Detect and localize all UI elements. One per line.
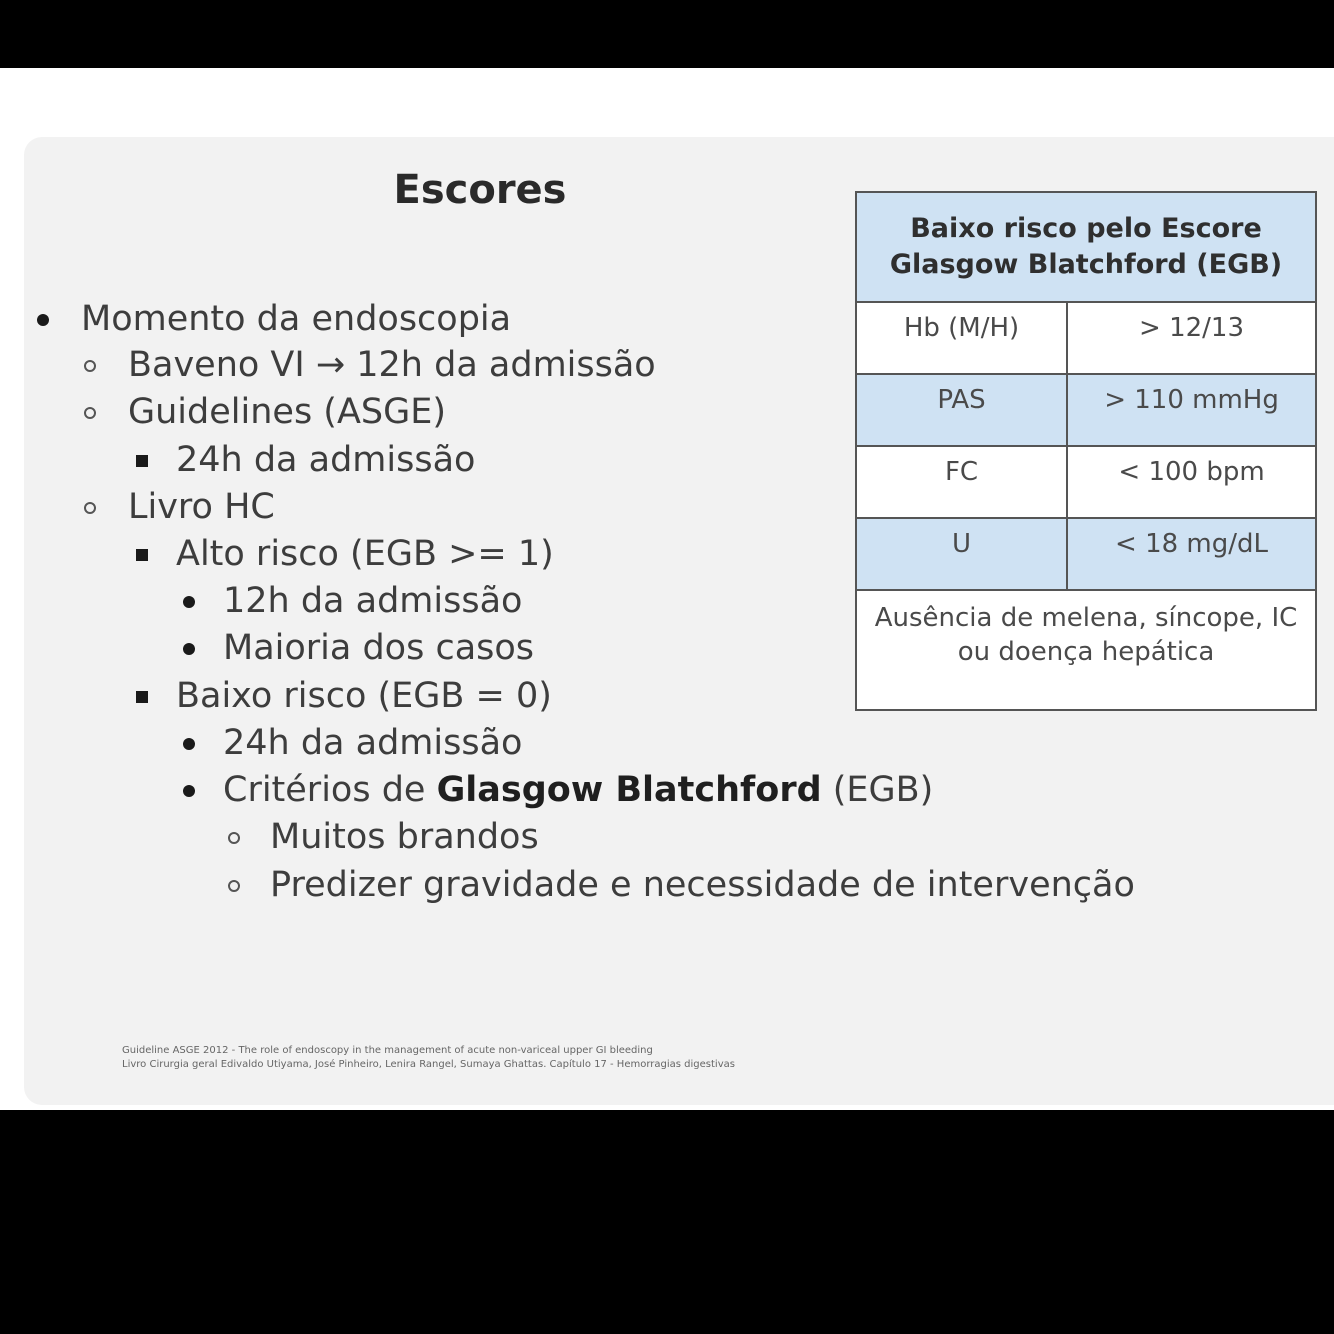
table-header-line: Glasgow Blatchford (EGB) [889,249,1283,280]
table-note [856,590,1316,710]
table-header [856,192,1316,302]
bullet-disc-icon [183,596,195,608]
table-cell-value: < 18 mg/dL [1067,518,1316,590]
bullet-square-icon [136,691,148,703]
bullet-text: Momento da endoscopia [81,299,512,339]
bullet-item-level4 [223,625,534,671]
bullet-text: 24h da admissão [223,723,523,763]
table-cell-value: < 100 bpm [1067,446,1316,518]
table-cell-param: FC [856,446,1067,518]
bullet-text: (EGB) [821,770,934,810]
bullet-item-level2 [128,389,446,435]
table-cell-value: > 12/13 [1067,302,1316,374]
bullet-text: Predizer gravidade e necessidade de intervenção [270,865,1135,905]
table-row [856,302,1316,374]
bullet-text: Muitos brandos [270,817,539,857]
table-cell-param: PAS [856,374,1067,446]
bullet-item-level3 [176,673,552,719]
table-cell-param: U [856,518,1067,590]
bullet-item-level1 [81,296,511,342]
bullet-text: Maioria dos casos [223,628,535,668]
footnote-line: Guideline ASGE 2012 - The role of endoscopy in the management of acute non-variceal upper GI bleeding [122,1045,653,1056]
table-cell-param: Hb (M/H) [856,302,1067,374]
table-note-line: Ausência de melena, síncope, IC [874,603,1298,633]
bullet-item-level5 [270,862,1135,908]
bullet-square-icon [136,549,148,561]
bullet-item-level2 [128,342,656,388]
bullet-disc-icon [37,314,49,326]
bullet-circle-icon [84,502,96,514]
bullet-circle-icon [84,360,96,372]
bullet-text-bold: Glasgow Blatchford [436,770,822,810]
bullet-item-level4 [223,720,522,766]
bullet-text: Alto risco (EGB >= 1) [176,534,554,574]
table-note-line: ou doença hepática [957,637,1215,667]
footnote-line: Livro Cirurgia geral Edivaldo Utiyama, José Pinheiro, Lenira Rangel, Sumaya Ghattas. Capítulo 17 - Hemorragias digestivas [122,1059,735,1070]
bullet-text: Baveno VI → 12h da admissão [128,345,656,385]
bullet-text: 24h da admissão [176,440,476,480]
bullet-disc-icon [183,785,195,797]
bullet-text: Livro HC [128,487,275,527]
bullet-item-level3 [176,437,475,483]
bullet-circle-icon [228,832,240,844]
bullet-item-level3 [176,531,554,577]
bullet-circle-icon [84,407,96,419]
bullet-disc-icon [183,738,195,750]
table-row [856,518,1316,590]
egb-criteria-table [855,191,1317,711]
table-cell-value: > 110 mmHg [1067,374,1316,446]
bullet-circle-icon [228,880,240,892]
bullet-text: Guidelines (ASGE) [128,392,447,432]
bullet-text: 12h da admissão [223,581,523,621]
bullet-text: Critérios de [223,770,437,810]
table-row [856,374,1316,446]
bullet-item-level4 [223,578,522,624]
footnote-references [122,1044,735,1072]
bullet-disc-icon [183,643,195,655]
table-header-line: Baixo risco pelo Escore [910,213,1262,244]
table-row [856,446,1316,518]
bullet-item-level4 [223,767,933,813]
bullet-item-level5 [270,814,539,860]
bullet-text: Baixo risco (EGB = 0) [176,676,552,716]
slide-title: Escores [393,167,567,213]
bullet-item-level2 [128,484,275,530]
bullet-square-icon [136,455,148,467]
